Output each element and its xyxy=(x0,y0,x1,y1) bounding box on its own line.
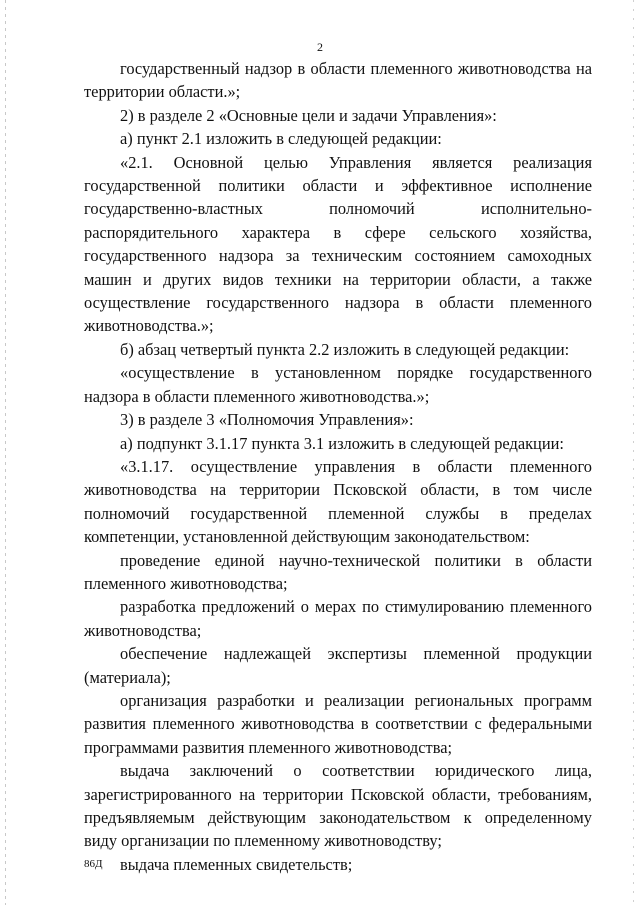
paragraph: «осуществление в установленном порядке государственного надзора в области племенного животноводства.»; xyxy=(84,363,592,406)
paragraph: «3.1.17. осуществление управления в области племенного животноводства на территории Псковской области, в том числе полномочий государственной племенной службы в пределах компетенции, установленной действующим законодательством: xyxy=(84,456,592,547)
scan-edge-right xyxy=(633,0,634,905)
paragraph: проведение единой научно-технической политики в области племенного животноводства; xyxy=(84,550,592,593)
paragraph: государственный надзор в области племенного животноводства на территории области.»; xyxy=(84,59,592,102)
page-number: 2 xyxy=(317,40,323,54)
paragraph: выдача заключений о соответствии юридического лица, зарегистрированного на территории Псковской области, требованиям, предъявляемым действующим законодательством к определенному виду организации по племенному животноводству; xyxy=(84,761,592,851)
footer-code: 86Д xyxy=(84,858,103,870)
document-body xyxy=(84,57,592,876)
paragraph: а) подпункт 3.1.17 пункта 3.1 изложить в следующей редакции: xyxy=(120,433,564,453)
paragraph: разработка предложений о мерах по стимулированию племенного животноводства; xyxy=(84,597,592,640)
paragraph: 3) в разделе 3 «Полномочия Управления»: xyxy=(120,410,414,430)
paragraph: а) пункт 2.1 изложить в следующей редакции: xyxy=(120,129,442,149)
paragraph: обеспечение надлежащей экспертизы племенной продукции (материала); xyxy=(84,644,592,687)
paragraph: «2.1. Основной целью Управления является реализация государственной политики области и эффективное исполнение государственно-властных полномочий исполнительно-распорядительного характера в сфере сельского хозяйства, государственного надзора за техническим состоянием самоходных машин и других видов техники на территории области, а также осуществление государственного надзора в области племенного животноводства.»; xyxy=(84,152,592,336)
scan-edge-left xyxy=(5,0,6,905)
paragraph: б) абзац четвертый пункта 2.2 изложить в следующей редакции: xyxy=(120,339,570,359)
paragraph: организация разработки и реализации региональных программ развития племенного животноводства в соответствии с федеральными программами развития племенного животноводства; xyxy=(84,690,592,757)
paragraph: 2) в разделе 2 «Основные цели и задачи Управления»: xyxy=(120,105,497,125)
paragraph: выдача племенных свидетельств; xyxy=(120,854,353,874)
